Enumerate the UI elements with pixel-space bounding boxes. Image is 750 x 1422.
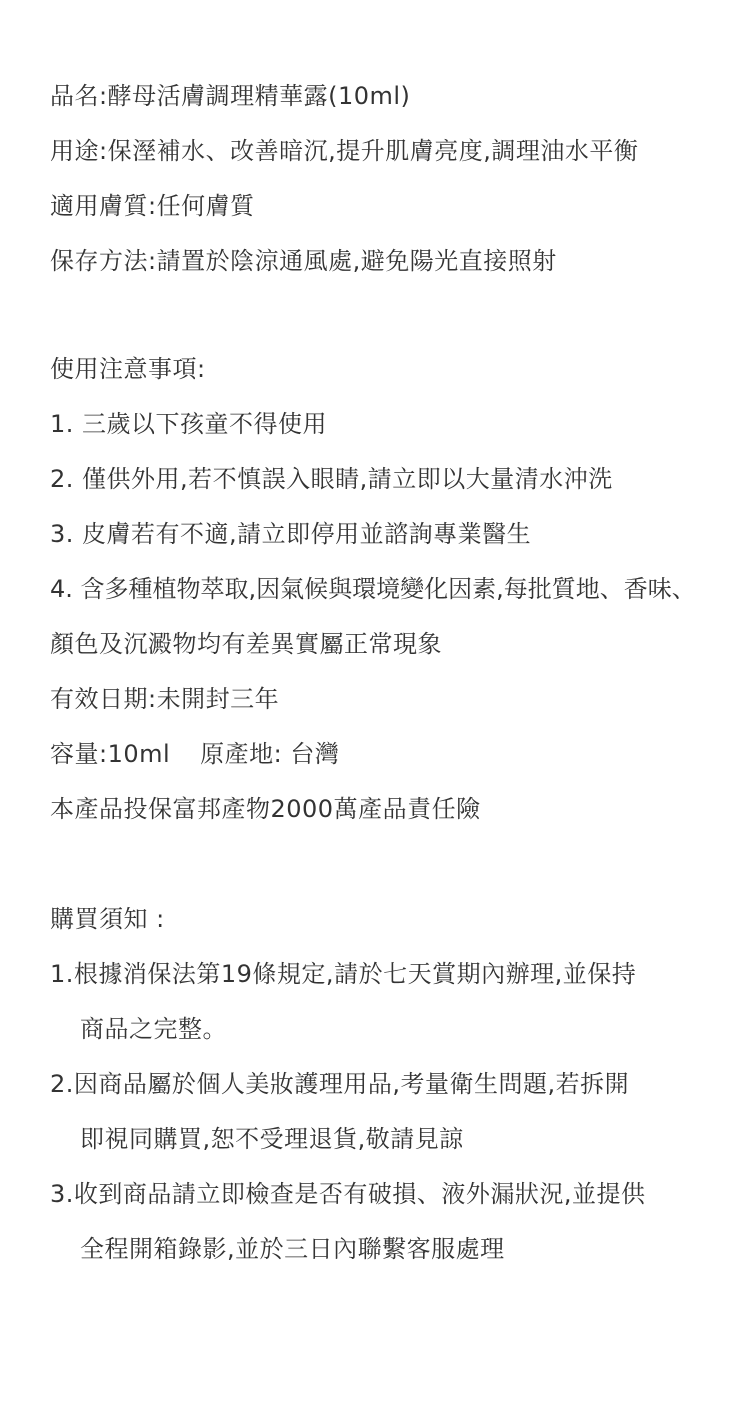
precaution-item-4: 4. 含多種植物萃取,因氣候與環境變化因素,每批質地、香味、 — [50, 575, 696, 603]
purchase-note-2-line-1: 2.因商品屬於個人美妝護理用品,考量衛生問題,若拆開 — [50, 1070, 630, 1098]
precaution-item-3: 3. 皮膚若有不適,請立即停用並諮詢專業醫生 — [50, 520, 532, 548]
product-name-line: 品名:酵母活膚調理精華露(10ml) — [50, 82, 411, 110]
purchase-note-1-line-1: 1.根據消保法第19條規定,請於七天賞期內辦理,並保持 — [50, 960, 637, 988]
purchase-note-2-line-2: 即視同購買,恕不受理退貨,敬請見諒 — [80, 1125, 464, 1153]
purchase-notes-heading: 購買須知 : — [50, 905, 165, 933]
purchase-note-1-line-2: 商品之完整。 — [80, 1015, 227, 1043]
precaution-item-2: 2. 僅供外用,若不慎誤入眼睛,請立即以大量清水沖洗 — [50, 465, 613, 493]
product-usage-line: 用途:保溼補水、改善暗沉,提升肌膚亮度,調理油水平衡 — [50, 137, 639, 165]
skin-type-line: 適用膚質:任何膚質 — [50, 192, 255, 220]
volume-label: 容量:10ml — [50, 740, 171, 768]
precautions-heading: 使用注意事項: — [50, 355, 206, 383]
purchase-note-3-line-1: 3.收到商品請立即檢查是否有破損、液外漏狀況,並提供 — [50, 1180, 646, 1208]
precaution-item-4-continuation: 顏色及沉澱物均有差異實屬正常現象 — [50, 630, 442, 658]
precaution-item-1: 1. 三歲以下孩童不得使用 — [50, 410, 328, 438]
insurance-line: 本產品投保富邦產物2000萬產品責任險 — [50, 795, 481, 823]
storage-line: 保存方法:請置於陰涼通風處,避免陽光直接照射 — [50, 247, 557, 275]
origin-label: 原產地: 台灣 — [200, 740, 340, 768]
purchase-note-3-line-2: 全程開箱錄影,並於三日內聯繫客服處理 — [80, 1235, 505, 1263]
volume-origin-line — [50, 738, 339, 770]
expiry-line: 有效日期:未開封三年 — [50, 685, 280, 713]
